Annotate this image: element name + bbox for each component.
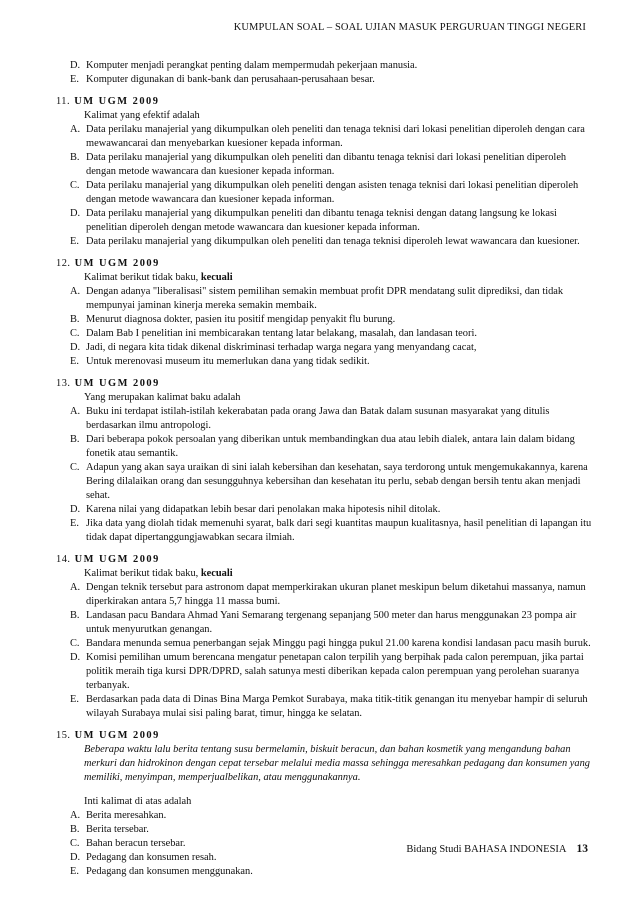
question-stem: Inti kalimat di atas adalah [84, 796, 192, 807]
option-e: E. Jika data yang diolah tidak memenuhi syarat, balk dari segi kuantitas maupun kualitasnya, hasil penelitian di lapangan itu tidak dapat dipertanggungjawabkan secara ilmiah. [70, 518, 592, 543]
option-a: A. Dengan adanya "liberalisasi" sistem pemilihan semakin membuat profit DPR mendatang sulit diprediksi, dan tidak mempunyai jaminan kinerja mereka semakin membaik. [70, 286, 564, 311]
spacer [56, 785, 596, 795]
question-stem: Yang merupakan kalimat baku adalah [84, 392, 241, 403]
option-c: C. Adapun yang akan saya uraikan di sini ialah kebersihan dan kesehatan, saya terdorong untuk mengemukakannya, karena Bering dilalaikan orang dan sesungguhnya kebersihan dan kesehatan itu perlu, sebab dengan bersih tentu akan menjadi sehat. [70, 462, 588, 501]
question-stem: Kalimat berikut tidak baku, kecuali [84, 272, 233, 283]
option-d: D. Data perilaku manajerial yang dikumpulkan peneliti dan dibantu tenaga teknisi dengan datang langsung ke lokasi penelitian diperoleh dengan metode wawancara dan kuesioner kepada informan. [70, 208, 557, 233]
option-e: E. Komputer digunakan di bank-bank dan perusahaan-perusahaan besar. [70, 74, 375, 85]
question-title: 11. UM UGM 2009 [56, 96, 160, 107]
carry-over-options [56, 59, 596, 87]
page-number: 13 [576, 843, 588, 855]
option-e: E. Pedagang dan konsumen menggunakan. [70, 866, 253, 877]
page-content [56, 59, 596, 879]
question-stem: Kalimat berikut tidak baku, kecuali [84, 568, 233, 579]
option-c: C. Bandara menunda semua penerbangan sejak Minggu pagi hingga pukul 21.00 karena kondisi landasan pacu masih buruk. [70, 638, 591, 649]
question-14 [56, 553, 596, 721]
option-a: A. Berita meresahkan. [70, 810, 167, 821]
page-footer [406, 843, 588, 855]
option-b: B. Berita tersebar. [70, 824, 149, 835]
question-title: 15. UM UGM 2009 [56, 730, 160, 741]
option-e: E. Data perilaku manajerial yang dikumpulkan oleh peneliti dan tenaga teknisi diperoleh lewat wawancara dan kuesioner. [70, 236, 580, 247]
option-b: B. Dari beberapa pokok persoalan yang diberikan untuk membandingkan dua atau lebih dialek, antara lain dalam bidang fonetik atau semantik. [70, 434, 575, 459]
option-b: B. Data perilaku manajerial yang dikumpulkan oleh peneliti dan dibantu tenaga teknisi dari lokasi penelitian diperoleh dengan metode wawancara dan kuesioner kepada informan. [70, 152, 567, 177]
option-a: A. Dengan teknik tersebut para astronom dapat memperkirakan ukuran planet meskipun belum diketahui massanya, namun diperkirakan antara 5,7 hingga 11 massa bumi. [70, 582, 586, 607]
option-d: D. Pedagang dan konsumen resah. [70, 852, 217, 863]
question-stem: Kalimat yang efektif adalah [84, 110, 200, 121]
reading-paragraph: Beberapa waktu lalu berita tentang susu bermelamin, biskuit beracun, dan bahan kosmetik yang mengandung bahan merkuri dan hidrokinon dengan cepat tersebar melalui media massa sehingga meresahkan pedagang dan konsumen yang memiliki, menyimpan, memperjualbelikan, atau menggunakannya. [84, 744, 590, 783]
option-d: D. Karena nilai yang didapatkan lebih besar dari penolakan maka hipotesis nihil ditolak. [70, 504, 441, 515]
question-title: 12. UM UGM 2009 [56, 258, 160, 269]
running-header: KUMPULAN SOAL – SOAL UJIAN MASUK PERGURUAN TINGGI NEGERI [233, 22, 586, 33]
option-c: C. Data perilaku manajerial yang dikumpulkan oleh peneliti dengan asisten tenaga teknisi dari lokasi penelitian diperoleh dengan metode wawancara dan kuesioner kepada informan. [70, 180, 579, 205]
question-11 [56, 95, 596, 249]
question-15 [56, 729, 596, 879]
option-d: D. Jadi, di negara kita tidak dikenal diskriminasi terhadap warga negara yang menyandang cacat, [70, 342, 477, 353]
option-c: C. Dalam Bab I penelitian ini membicarakan tentang latar belakang, masalah, dan landasan teori. [70, 328, 477, 339]
question-title: 13. UM UGM 2009 [56, 378, 160, 389]
option-d: D. Komputer menjadi perangkat penting dalam mempermudah pekerjaan manusia. [70, 60, 418, 71]
option-e: E. Untuk merenovasi museum itu memerlukan dana yang tidak sedikit. [70, 356, 370, 367]
option-b: B. Menurut diagnosa dokter, pasien itu positif mengidap penyakit flu burung. [70, 314, 396, 325]
question-13 [56, 377, 596, 545]
option-b: B. Landasan pacu Bandara Ahmad Yani Semarang tergenang sepanjang 500 meter dan harus menggunakan 23 pompa air untuk menyurutkan genangan. [70, 610, 577, 635]
option-e: E. Berdasarkan pada data di Dinas Bina Marga Pemkot Surabaya, maka titik-titik genangan itu menyebar hampir di seluruh wilayah Surabaya mulai sisi paling barat, timur, hingga ke selatan. [70, 694, 588, 719]
question-12 [56, 257, 596, 369]
question-title: 14. UM UGM 2009 [56, 554, 160, 565]
option-a: A. Buku ini terdapat istilah-istilah kekerabatan pada orang Jawa dan Batak dalam susunan masyarakat yang ditulis berdasarkan ilmu antropologi. [70, 406, 550, 431]
option-c: C. Bahan beracun tersebar. [70, 838, 186, 849]
option-a: A. Data perilaku manajerial yang dikumpulkan oleh peneliti dan tenaga teknisi dari lokasi penelitian diperoleh dengan cara mewawancarai dan menyebarkan kuesioner kepada informan. [70, 124, 585, 149]
option-d: D. Komisi pemilihan umum berencana mengatur penetapan calon terpilih yang berpihak pada calon perempuan, jika partai politik meraih tiga kursi DPR/DPRD, salah satunya mesti diberikan kepada calon perempuan yang perolehan suaranya terbanyak. [70, 652, 584, 691]
footer-subject: Bidang Studi BAHASA INDONESIA [406, 844, 567, 855]
